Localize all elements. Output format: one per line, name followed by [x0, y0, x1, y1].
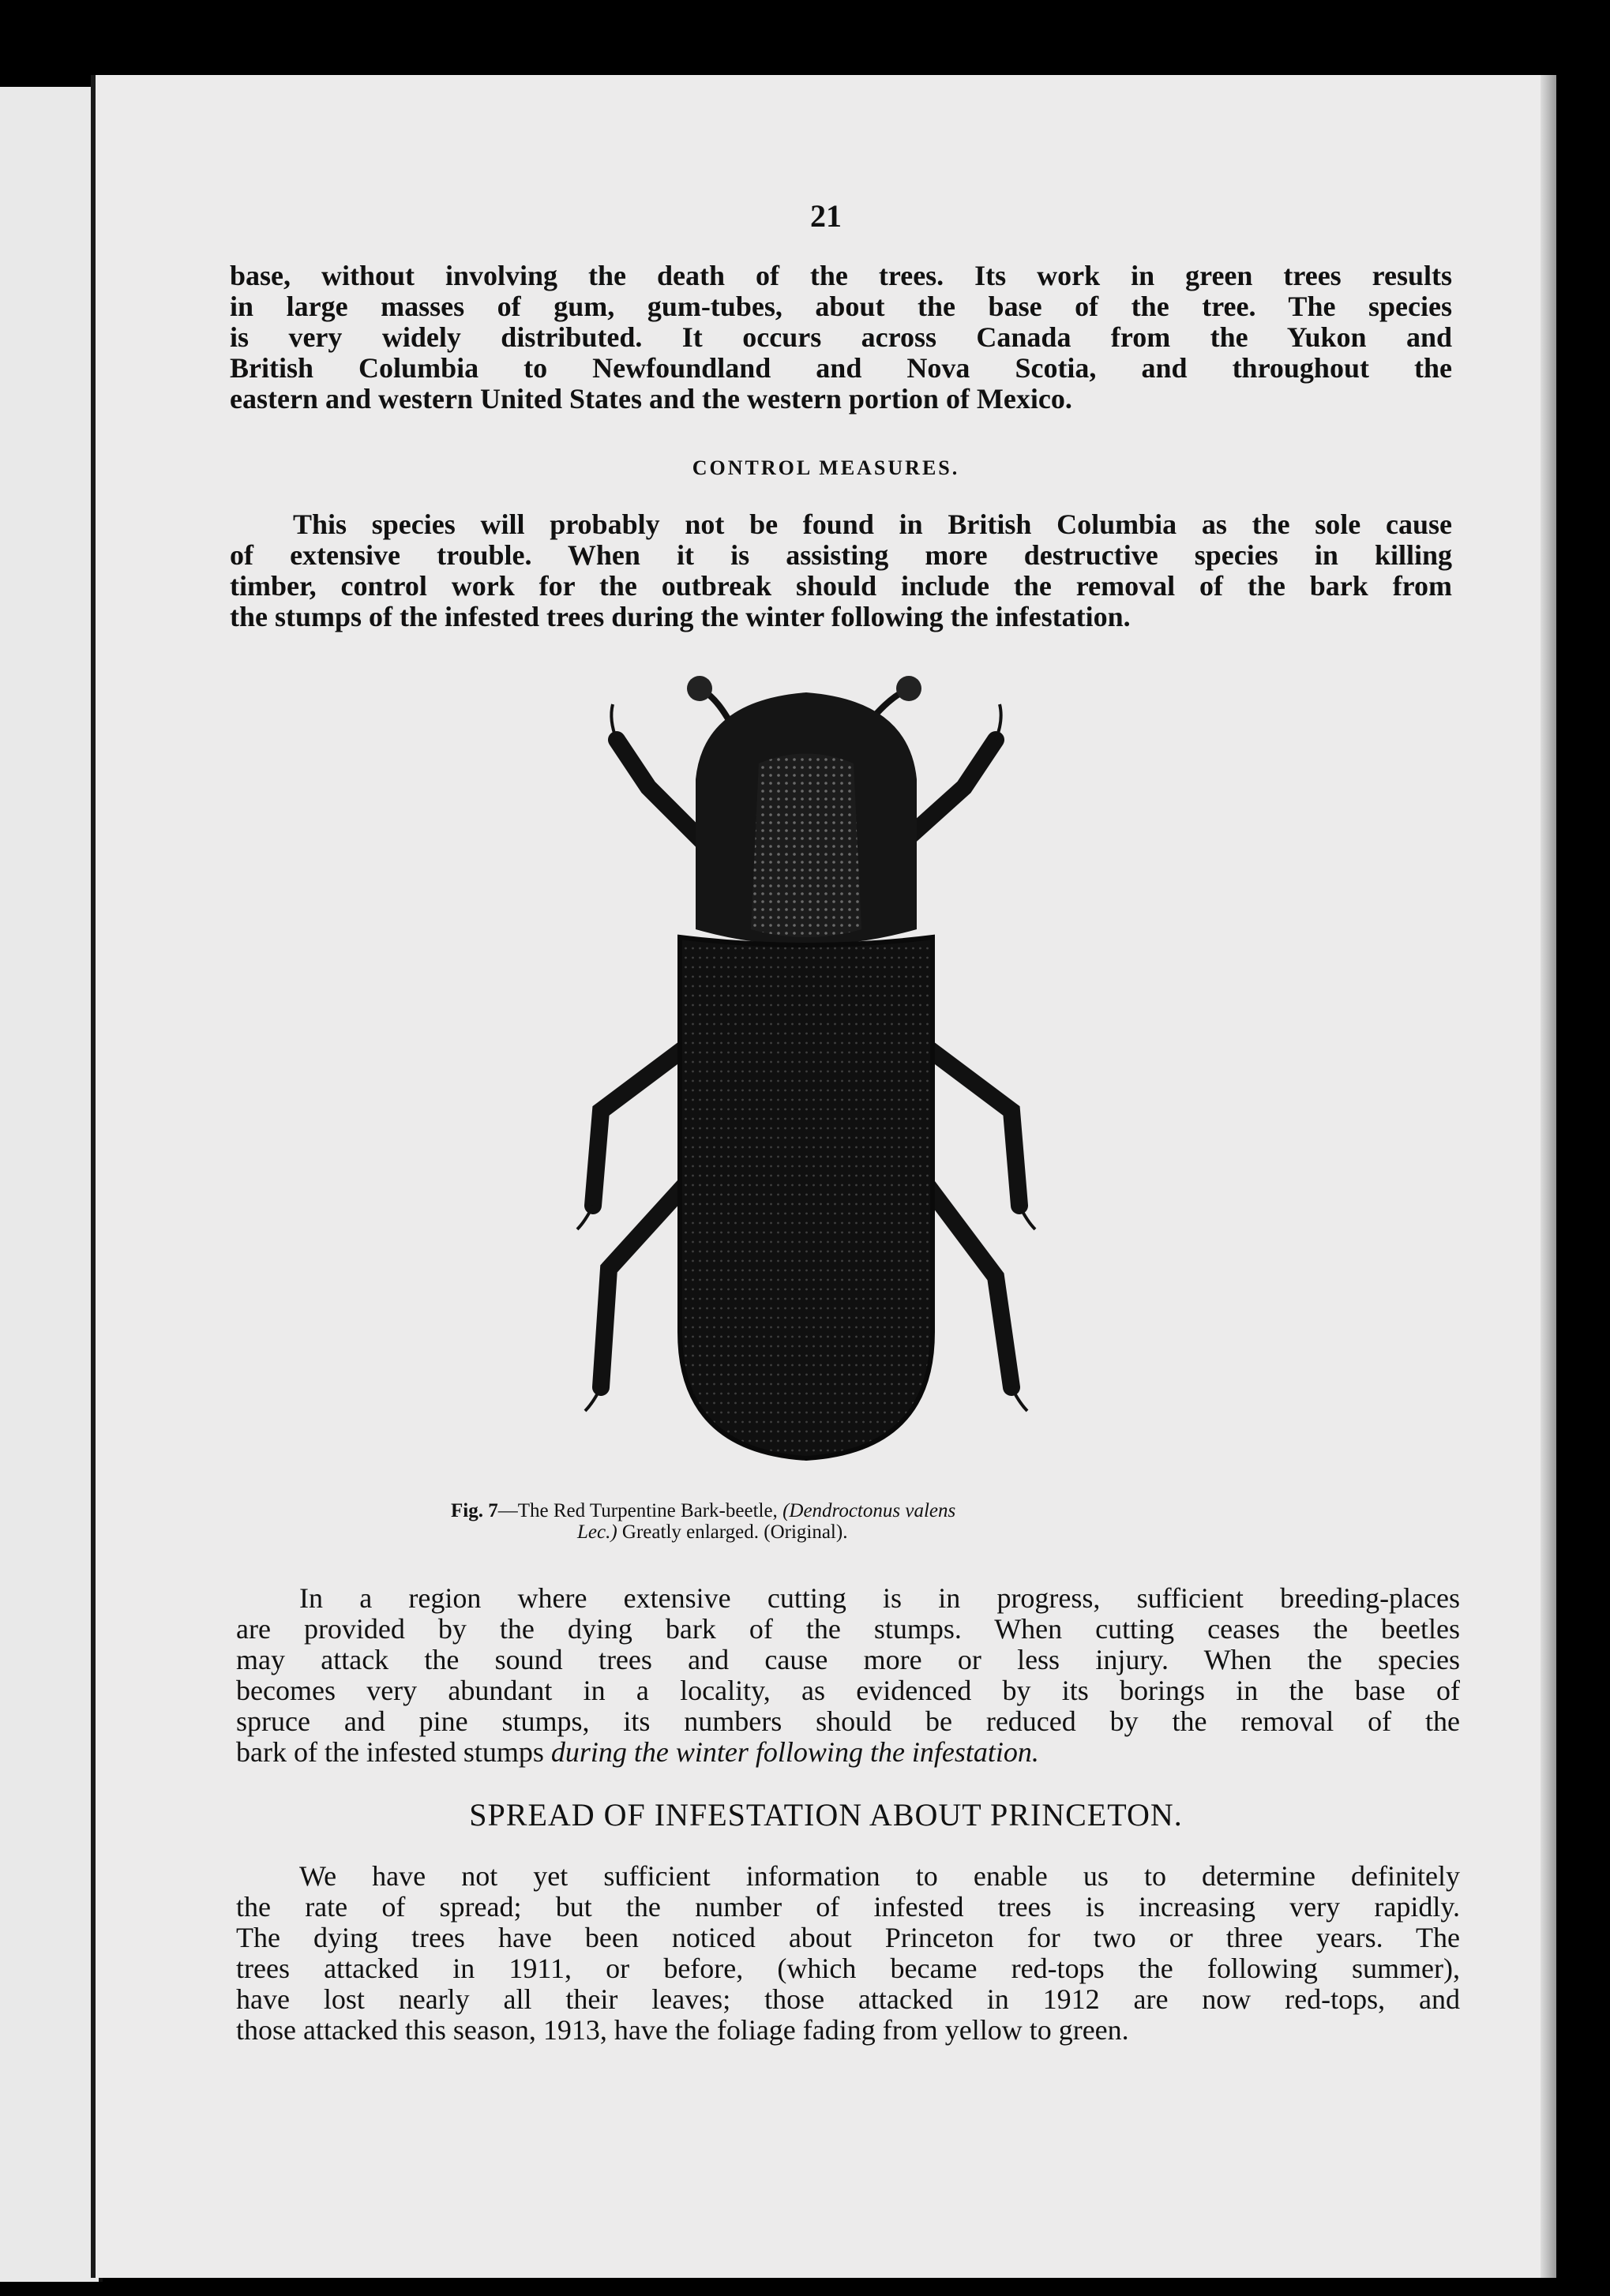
paragraph-3-line: spruce and pine stumps, its numbers should be reduced by the removal of the: [236, 1705, 1460, 1737]
paragraph-2-line: timber, control work for the outbreak should include the removal of the bark from: [230, 570, 1452, 602]
paragraph-3-line: In a region where extensive cutting is in progress, sufficient breeding-places: [299, 1582, 1460, 1614]
caption-title: —The Red Turpentine Bark-beetle,: [497, 1500, 783, 1521]
paragraph-4-line: have lost nearly all their leaves; those attacked in 1912 are now red-tops, and: [236, 1983, 1460, 2015]
paragraph-1-line: in large masses of gum, gum-tubes, about the base of the tree. The species: [230, 291, 1452, 322]
paragraph-1-line: base, without involving the death of the trees. Its work in green trees results: [230, 260, 1452, 291]
paragraph-2: [230, 509, 1452, 632]
paragraph-1-line: is very widely distributed. It occurs across Canada from the Yukon and: [230, 321, 1452, 353]
paragraph-3-line: becomes very abundant in a locality, as evidenced by its borings in the base of: [236, 1675, 1460, 1706]
paragraph-1: [230, 261, 1452, 415]
paragraph-4-line: the rate of spread; but the number of infested trees is increasing very rapidly.: [236, 1891, 1460, 1923]
paragraph-3-last-italic: during the winter following the infestation.: [550, 1736, 1039, 1768]
caption-line-2: [451, 1521, 1240, 1543]
paragraph-1-line: eastern and western United States and the western portion of Mexico.: [230, 383, 1072, 415]
facing-page-edge: [0, 87, 103, 2282]
beetle-illustration: [490, 669, 1122, 1490]
paragraph-4-line: trees attacked in 1911, or before, (which became red-tops the following summer),: [236, 1953, 1460, 1984]
caption-fig-label: Fig. 7: [451, 1500, 498, 1521]
paragraph-4-line: The dying trees have been noticed about Princeton for two or three years. The: [236, 1922, 1460, 1953]
caption-line-1: [451, 1500, 955, 1521]
page-edge-shadow: [1541, 75, 1556, 2278]
paragraph-3: [236, 1583, 1460, 1768]
paragraph-3-line: are provided by the dying bark of the stumps. When cutting ceases the beetles: [236, 1613, 1460, 1645]
paragraph-4-line: We have not yet sufficient information to enable us to determine definitely: [299, 1860, 1460, 1892]
figure-caption: [451, 1500, 1240, 1543]
paragraph-1-line: British Columbia to Newfoundland and Nova Scotia, and throughout the: [230, 352, 1452, 384]
section-heading-control: CONTROL MEASURES.: [692, 456, 960, 479]
page-number: 21: [810, 198, 842, 234]
paragraph-4-line: those attacked this season, 1913, have the foliage fading from yellow to green.: [236, 2014, 1129, 2046]
paragraph-3-last-plain: bark of the infested stumps: [236, 1736, 551, 1768]
paragraph-3-line: may attack the sound trees and cause more or less injury. When the species: [236, 1644, 1460, 1675]
caption-species: (Dendroctonus valens: [782, 1500, 956, 1521]
paragraph-3-last-line: [236, 1737, 1460, 1768]
paragraph-2-line: This species will probably not be found in British Columbia as the sole cause: [293, 508, 1452, 540]
paragraph-4: [236, 1861, 1460, 2046]
paragraph-2-line: the stumps of the infested trees during the winter following the infestation.: [230, 601, 1131, 632]
book-page: [91, 75, 1556, 2278]
caption-species-author: Lec.): [577, 1521, 617, 1543]
caption-note: Greatly enlarged. (Original).: [617, 1521, 848, 1543]
section-heading-spread: SPREAD OF INFESTATION ABOUT PRINCETON.: [469, 1797, 1183, 1833]
paragraph-2-line: of extensive trouble. When it is assisting more destructive species in killing: [230, 539, 1452, 571]
